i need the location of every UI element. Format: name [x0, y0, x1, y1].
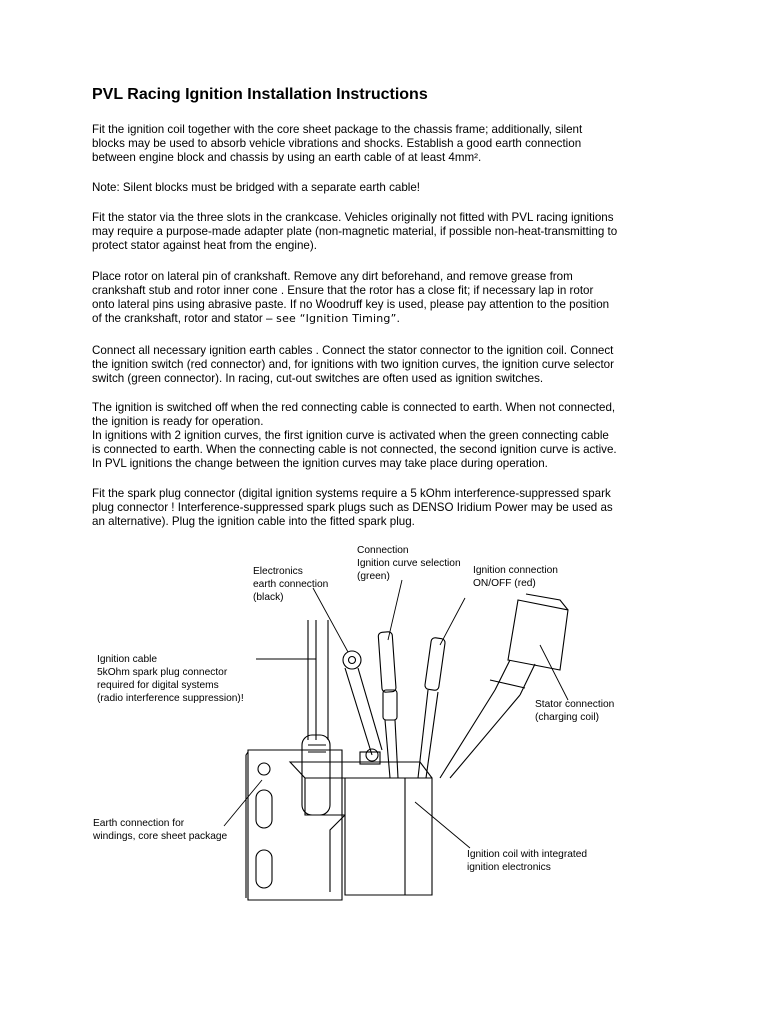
paragraph-spark-plug: [92, 487, 692, 529]
text-line: between engine block and chassis by using an earth cable of at least 4mm².: [92, 151, 482, 164]
label-electronics-earth-2: earth connection: [253, 579, 329, 590]
label-curve-selection-2: Ignition curve selection: [357, 558, 461, 569]
label-ignition-cable-1: Ignition cable: [97, 654, 158, 665]
curve-selection-cable-green: [378, 632, 398, 778]
text-line: In PVL ignitions the change between the ignition curves may take place during operation.: [92, 457, 548, 470]
text-line: the ignition is ready for operation.: [92, 415, 264, 428]
label-ignition-cable-4: (radio interference suppression)!: [97, 693, 244, 704]
text-line: crankshaft stub and rotor inner cone . Ensure that the rotor has a close fit; if necessary lap in rotor: [92, 284, 594, 297]
paragraph-stator: [92, 211, 692, 253]
label-ignition-connection-1: Ignition connection: [473, 565, 558, 576]
text-line: Fit the ignition coil together with the core sheet package to the chassis frame; additionally, silent: [92, 123, 583, 136]
earth-cable-black: [343, 651, 382, 755]
label-earth-windings-1: Earth connection for: [93, 818, 185, 829]
text-line: Fit the stator via the three slots in the crankcase. Vehicles originally not fitted with PVL racing ignitions: [92, 211, 614, 224]
text-line: onto lateral pins using abrasive paste. If no Woodruff key is used, please pay attention to the position: [92, 298, 610, 311]
frame-lines: [308, 620, 328, 740]
text-line: plug connector ! Interference-suppressed spark plugs such as DENSO Iridium Power may be used as: [92, 501, 613, 514]
stator-connector: [440, 594, 568, 778]
ignition-timing-reference: see “Ignition Timing”.: [272, 312, 401, 325]
text-line: Place rotor on lateral pin of crankshaft. Remove any dirt beforehand, and remove grease from: [92, 270, 573, 283]
text-line: the ignition switch (red connector) and, for ignitions with two ignition curves, the ignition curve selector: [92, 358, 614, 371]
text-line: [92, 312, 692, 326]
text-line: blocks may be used to absorb vehicle vibrations and shocks. Establish a good earth connection: [92, 137, 582, 150]
diagram-labels: [92, 545, 614, 873]
paragraph-coil-mounting: [92, 123, 692, 165]
label-stator-connection-2: (charging coil): [535, 712, 599, 723]
text-line-start: of the crankshaft, rotor and stator –: [92, 312, 273, 325]
ignition-wiring-diagram: [90, 540, 710, 910]
text-line: The ignition is switched off when the red connecting cable is connected to earth. When not connected,: [92, 401, 616, 414]
label-ignition-coil-1: Ignition coil with integrated: [467, 849, 588, 860]
paragraph-note: [92, 181, 692, 195]
label-ignition-cable-2: 5kOhm spark plug connector: [97, 667, 228, 678]
ignition-cable-red: [418, 637, 446, 778]
paragraph-switching: [92, 401, 692, 471]
label-electronics-earth-1: Electronics: [253, 566, 303, 577]
text-line: Fit the spark plug connector (digital ignition systems require a 5 kOhm interference-suppressed spark: [92, 487, 611, 500]
label-earth-windings-2: windings, core sheet package: [93, 831, 228, 842]
text-line: an alternative). Plug the ignition cable into the fitted spark plug.: [92, 515, 415, 528]
text-line: switch (green connector). In racing, cut-out switches are often used as ignition switches.: [92, 372, 544, 385]
label-ignition-connection-2: ON/OFF (red): [473, 578, 536, 589]
pointer-lines: [224, 580, 568, 848]
page-title: PVL Racing Ignition Installation Instructions: [92, 86, 428, 103]
core-sheet-plate: [246, 750, 342, 900]
text-line: is connected to earth. When the connecting cable is not connected, the second ignition curve is active.: [92, 443, 617, 456]
label-electronics-earth-3: (black): [253, 592, 284, 603]
text-line: Note: Silent blocks must be bridged with a separate earth cable!: [92, 181, 421, 194]
paragraph-rotor: [92, 270, 692, 326]
text-line: protect stator against heat from the engine).: [92, 239, 317, 252]
label-curve-selection-3: (green): [357, 571, 390, 582]
label-curve-selection-1: Connection: [357, 545, 409, 556]
label-ignition-coil-2: ignition electronics: [467, 862, 551, 873]
text-line: may require a purpose-made adapter plate (non-magnetic material, if possible non-heat-transmitting to: [92, 225, 618, 238]
label-ignition-cable-3: required for digital systems: [97, 680, 219, 691]
label-stator-connection-1: Stator connection: [535, 699, 615, 710]
text-line: Connect all necessary ignition earth cables . Connect the stator connector to the ignition coil. Connect: [92, 344, 614, 357]
ignition-coil-body: [290, 735, 432, 895]
paragraph-connections: [92, 344, 692, 386]
text-line: In ignitions with 2 ignition curves, the first ignition curve is activated when the green connecting cable: [92, 429, 609, 442]
